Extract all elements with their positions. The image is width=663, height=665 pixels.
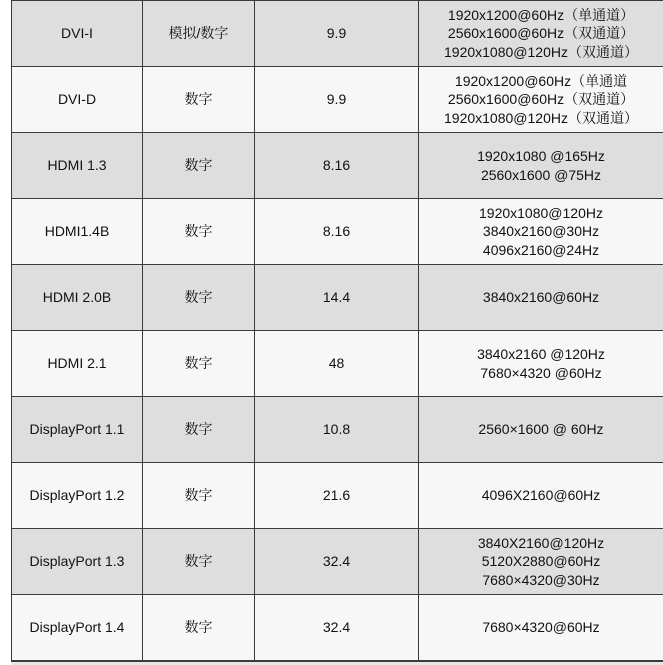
- resolution-line: 2560x1600 @75Hz: [419, 166, 663, 185]
- resolution-line: 2560×1600 @ 60Hz: [419, 420, 663, 439]
- resolution-line: 1920x1200@60Hz（单通道: [419, 72, 663, 91]
- interface-cell: DVI-D: [12, 67, 143, 133]
- signal-type-cell: 数字: [143, 595, 255, 661]
- resolution-line: 3840x2160 @120Hz: [419, 345, 663, 364]
- signal-type-cell: 数字: [143, 67, 255, 133]
- table-row: [12, 67, 663, 133]
- max-resolution-cell: [419, 595, 663, 661]
- signal-type-cell: 模拟/数字: [143, 1, 255, 67]
- resolution-line: 3840x2160@60Hz: [419, 288, 663, 307]
- table-row: [12, 463, 663, 529]
- table-row: [12, 529, 663, 595]
- interface-cell: DVI-I: [12, 1, 143, 67]
- bandwidth-cell: 14.4: [255, 265, 419, 331]
- max-resolution-cell: [419, 463, 663, 529]
- signal-type-cell: 数字: [143, 133, 255, 199]
- bandwidth-cell: 21.6: [255, 463, 419, 529]
- resolution-line: 1920x1080 @165Hz: [419, 147, 663, 166]
- table-row: [12, 133, 663, 199]
- bandwidth-cell: 48: [255, 331, 419, 397]
- display-interface-spec-table: [11, 0, 663, 661]
- max-resolution-cell: [419, 529, 663, 595]
- table-row: [12, 265, 663, 331]
- resolution-line: 3840x2160@30Hz: [419, 222, 663, 241]
- max-resolution-cell: [419, 1, 663, 67]
- interface-cell: DisplayPort 1.2: [12, 463, 143, 529]
- max-resolution-cell: [419, 265, 663, 331]
- table-row: [12, 1, 663, 67]
- resolution-line: 5120X2880@60Hz: [419, 552, 663, 571]
- signal-type-cell: 数字: [143, 199, 255, 265]
- signal-type-cell: 数字: [143, 529, 255, 595]
- resolution-line: 7680×4320@60Hz: [419, 618, 663, 637]
- table-body: [12, 1, 663, 661]
- resolution-line: 1920x1080@120Hz（双通道）: [419, 43, 663, 62]
- max-resolution-cell: [419, 133, 663, 199]
- table-row: [12, 199, 663, 265]
- next-row-edge: [11, 661, 663, 665]
- max-resolution-cell: [419, 331, 663, 397]
- table-row: [12, 595, 663, 661]
- resolution-line: 2560x1600@60Hz（双通道）: [419, 90, 663, 109]
- table-row: [12, 331, 663, 397]
- bandwidth-cell: 32.4: [255, 529, 419, 595]
- interface-cell: HDMI 2.0B: [12, 265, 143, 331]
- interface-cell: DisplayPort 1.3: [12, 529, 143, 595]
- signal-type-cell: 数字: [143, 265, 255, 331]
- resolution-line: 7680×4320 @60Hz: [419, 364, 663, 383]
- max-resolution-cell: [419, 199, 663, 265]
- bandwidth-cell: 9.9: [255, 1, 419, 67]
- max-resolution-cell: [419, 397, 663, 463]
- resolution-line: 4096X2160@60Hz: [419, 486, 663, 505]
- bandwidth-cell: 8.16: [255, 133, 419, 199]
- bandwidth-cell: 10.8: [255, 397, 419, 463]
- resolution-line: 2560x1600@60Hz（双通道）: [419, 24, 663, 43]
- resolution-line: 4096x2160@24Hz: [419, 241, 663, 260]
- resolution-line: 3840X2160@120Hz: [419, 534, 663, 553]
- interface-cell: DisplayPort 1.1: [12, 397, 143, 463]
- signal-type-cell: 数字: [143, 463, 255, 529]
- interface-cell: HDMI1.4B: [12, 199, 143, 265]
- resolution-line: 7680×4320@30Hz: [419, 571, 663, 590]
- signal-type-cell: 数字: [143, 331, 255, 397]
- table-row: [12, 397, 663, 463]
- interface-cell: HDMI 2.1: [12, 331, 143, 397]
- bandwidth-cell: 9.9: [255, 67, 419, 133]
- resolution-line: 1920x1080@120Hz（双通道）: [419, 109, 663, 128]
- bandwidth-cell: 32.4: [255, 595, 419, 661]
- signal-type-cell: 数字: [143, 397, 255, 463]
- interface-cell: DisplayPort 1.4: [12, 595, 143, 661]
- max-resolution-cell: [419, 67, 663, 133]
- bandwidth-cell: 8.16: [255, 199, 419, 265]
- interface-cell: HDMI 1.3: [12, 133, 143, 199]
- resolution-line: 1920x1080@120Hz: [419, 204, 663, 223]
- resolution-line: 1920x1200@60Hz（单通道）: [419, 6, 663, 25]
